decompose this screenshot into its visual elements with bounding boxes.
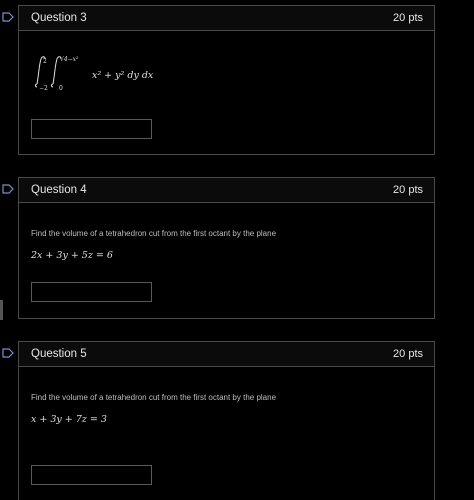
question-prompt: Find the volume of a tetrahedron cut from the first octant by the plane — [31, 229, 277, 238]
question-header — [19, 6, 434, 31]
question-title: Question 4 — [31, 184, 87, 196]
question-title: Question 3 — [31, 12, 87, 24]
integrand: x² + y² dy dx — [92, 70, 154, 81]
outer-upper-limit: 2 — [43, 58, 47, 65]
flag-question-icon[interactable] — [2, 184, 14, 194]
question-card-3 — [18, 5, 435, 155]
question-header — [19, 342, 434, 367]
inner-upper-limit: √4−x² — [60, 56, 79, 63]
double-integral-expression — [29, 53, 179, 91]
question-card-5 — [18, 341, 435, 500]
outer-lower-limit: −2 — [39, 85, 48, 91]
plane-equation: x + 3y + 7z = 3 — [31, 414, 107, 425]
question-body — [19, 31, 434, 155]
question-header — [19, 178, 434, 203]
flag-question-icon[interactable] — [2, 12, 14, 22]
answer-input[interactable] — [31, 119, 152, 139]
question-card-4 — [18, 177, 435, 319]
question-body — [19, 367, 434, 500]
question-points: 20 pts — [393, 184, 423, 196]
answer-input[interactable] — [31, 465, 152, 485]
question-points: 20 pts — [393, 348, 423, 360]
question-points: 20 pts — [393, 12, 423, 24]
question-title: Question 5 — [31, 348, 87, 360]
question-body — [19, 203, 434, 319]
plane-equation: 2x + 3y + 5z = 6 — [31, 250, 113, 261]
question-prompt: Find the volume of a tetrahedron cut from the first octant by the plane — [31, 393, 277, 402]
scroll-indicator[interactable] — [0, 300, 3, 320]
inner-lower-limit: 0 — [59, 85, 63, 91]
answer-input[interactable] — [31, 282, 152, 302]
flag-question-icon[interactable] — [2, 348, 14, 358]
